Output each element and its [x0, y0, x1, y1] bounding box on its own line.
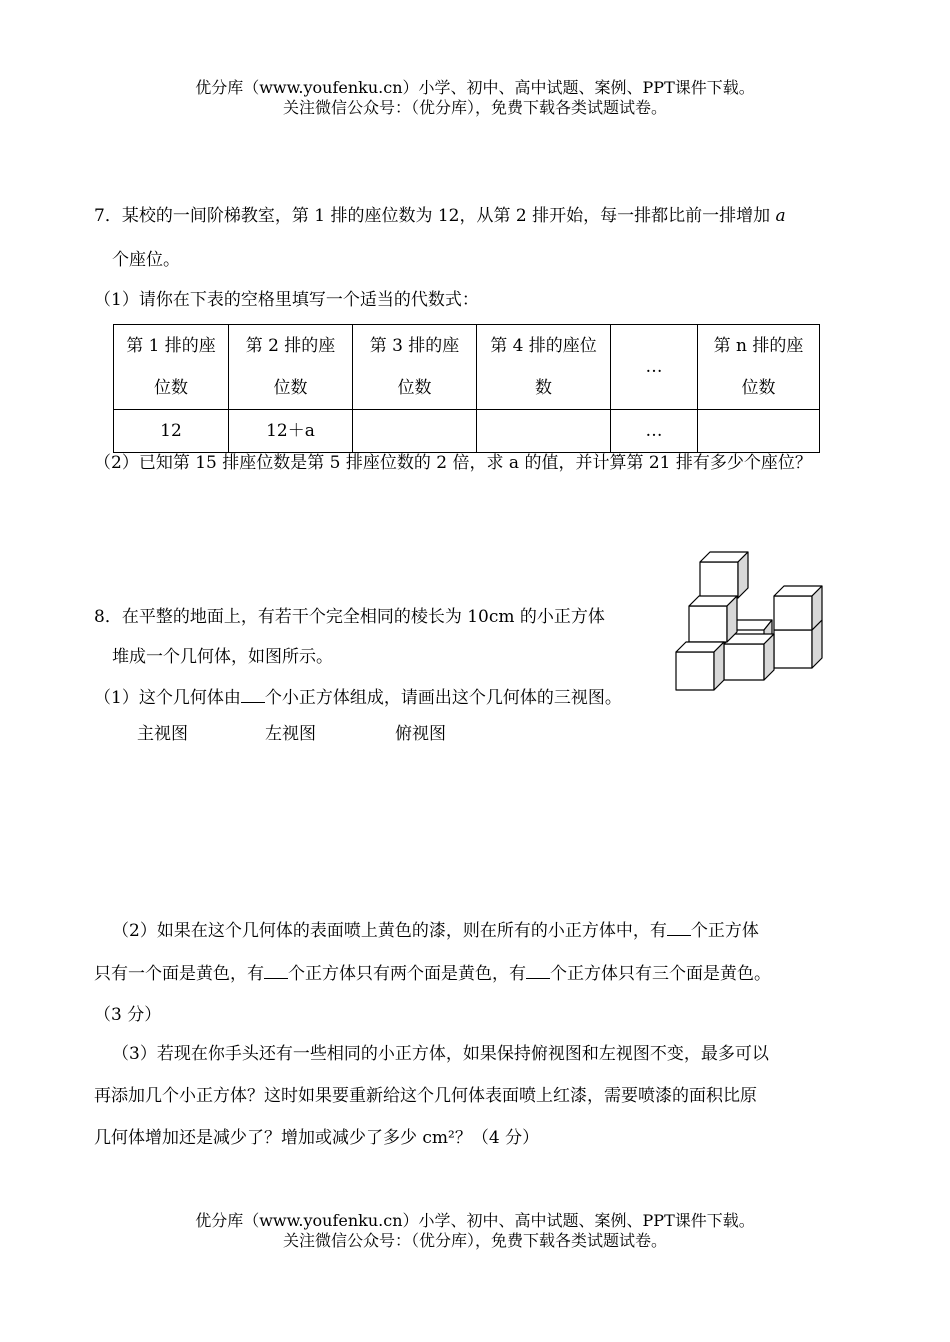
header-text: 位数 — [154, 378, 188, 398]
view-label-left: 左视图 — [265, 724, 316, 744]
q8-part-2-d: 个正方体只有两个面是黄色，有 — [288, 964, 526, 984]
header-text: 第 1 排的座 — [126, 336, 216, 356]
cube-left-middle — [689, 596, 737, 642]
cube-right-top — [774, 586, 822, 630]
answer-blank — [526, 962, 550, 979]
table-header-row — [114, 325, 820, 410]
value-cell: 12＋a — [229, 410, 353, 453]
header-text: 第 3 排的座 — [369, 336, 460, 356]
q8-part-2-e: 个正方体只有三个面是黄色。 — [550, 964, 771, 984]
q8-part-2-score: （3 分） — [94, 1005, 162, 1025]
q7-part-2: （2）已知第 15 排座位数是第 5 排座位数的 2 倍，求 a 的值，并计算第 21 排有多少个座位？ — [94, 453, 812, 473]
q8-part-2-line-2 — [94, 962, 771, 985]
answer-blank — [264, 962, 288, 979]
cube-left-front — [676, 642, 724, 690]
value-cell — [477, 410, 611, 453]
header-cell-row1 — [114, 325, 229, 410]
header-text: … — [645, 357, 663, 377]
header-cell-row4 — [477, 325, 611, 410]
header-text: 位数 — [273, 378, 308, 398]
header-line-2: 关注微信公众号：（优分库），免费下载各类试题试卷。 — [282, 98, 667, 117]
view-label-front: 主视图 — [137, 724, 188, 744]
header-text: 位数 — [741, 378, 776, 398]
q8-part-2-c: 只有一个面是黄色，有 — [94, 964, 264, 984]
q8-part-1-a: （1）这个几何体由 — [94, 688, 241, 708]
header-text: 第 n 排的座 — [713, 336, 804, 356]
q7-part-1: （1）请你在下表的空格里填写一个适当的代数式： — [94, 290, 479, 310]
answer-blank — [667, 919, 691, 936]
answer-blank — [241, 686, 265, 703]
header-cell-row-n — [698, 325, 820, 410]
q8-part-1 — [94, 686, 622, 709]
q8-part-2-a: （2）如果在这个几何体的表面喷上黄色的漆，则在所有的小正方体中，有 — [112, 921, 667, 941]
seats-table — [113, 324, 820, 453]
footer-line-1: 优分库（www.youfenku.cn）小学、初中、高中试题、案例、PPT课件下载。 — [195, 1211, 755, 1230]
q8-part-1-b: 个小正方体组成，请画出这个几何体的三视图。 — [264, 688, 622, 708]
q8-part-3-line-3: 几何体增加还是减少了？增加或减少了多少 cm²？（4 分） — [94, 1128, 540, 1148]
q8-part-2-b: 个正方体 — [690, 921, 759, 941]
header-text: 数 — [535, 378, 552, 398]
header-cell-ellipsis — [611, 325, 698, 410]
q8-part-3-line-2: 再添加几个小正方体？这时如果要重新给这个几何体表面喷上红漆，需要喷漆的面积比原 — [94, 1086, 757, 1106]
header-line-1: 优分库（www.youfenku.cn）小学、初中、高中试题、案例、PPT课件下载。 — [195, 78, 755, 97]
cube-middle-front — [724, 634, 774, 680]
header-cell-row2 — [229, 325, 353, 410]
q8-part-2-line-1 — [112, 919, 759, 942]
table-value-row — [114, 410, 820, 453]
q7-line-1 — [94, 205, 786, 227]
q7-variable: a — [775, 206, 786, 226]
q8-line-1: 8．在平整的地面上，有若干个完全相同的棱长为 10cm 的小正方体 — [94, 607, 605, 627]
view-label-top: 俯视图 — [395, 724, 446, 744]
q8-part-3-line-1: （3）若现在你手头还有一些相同的小正方体，如果保持俯视图和左视图不变，最多可以 — [112, 1044, 769, 1064]
q7-line-1-text: 7．某校的一间阶梯教室，第 1 排的座位数为 12，从第 2 排开始，每一排都比前一排增加 — [94, 206, 771, 226]
cube-stack-figure — [670, 545, 830, 695]
header-text: 第 4 排的座位 — [490, 336, 597, 356]
cube-left-top — [700, 552, 748, 598]
header-text: 位数 — [397, 378, 432, 398]
q8-line-2: 堆成一个几何体，如图所示。 — [112, 647, 333, 667]
value-cell: … — [611, 410, 698, 453]
value-cell — [353, 410, 477, 453]
footer-line-2: 关注微信公众号：（优分库），免费下载各类试题试卷。 — [282, 1231, 667, 1250]
value-cell: 12 — [114, 410, 229, 453]
header-cell-row3 — [353, 325, 477, 410]
value-cell — [698, 410, 820, 453]
q7-line-2: 个座位。 — [112, 250, 180, 270]
header-text: 第 2 排的座 — [245, 336, 336, 356]
